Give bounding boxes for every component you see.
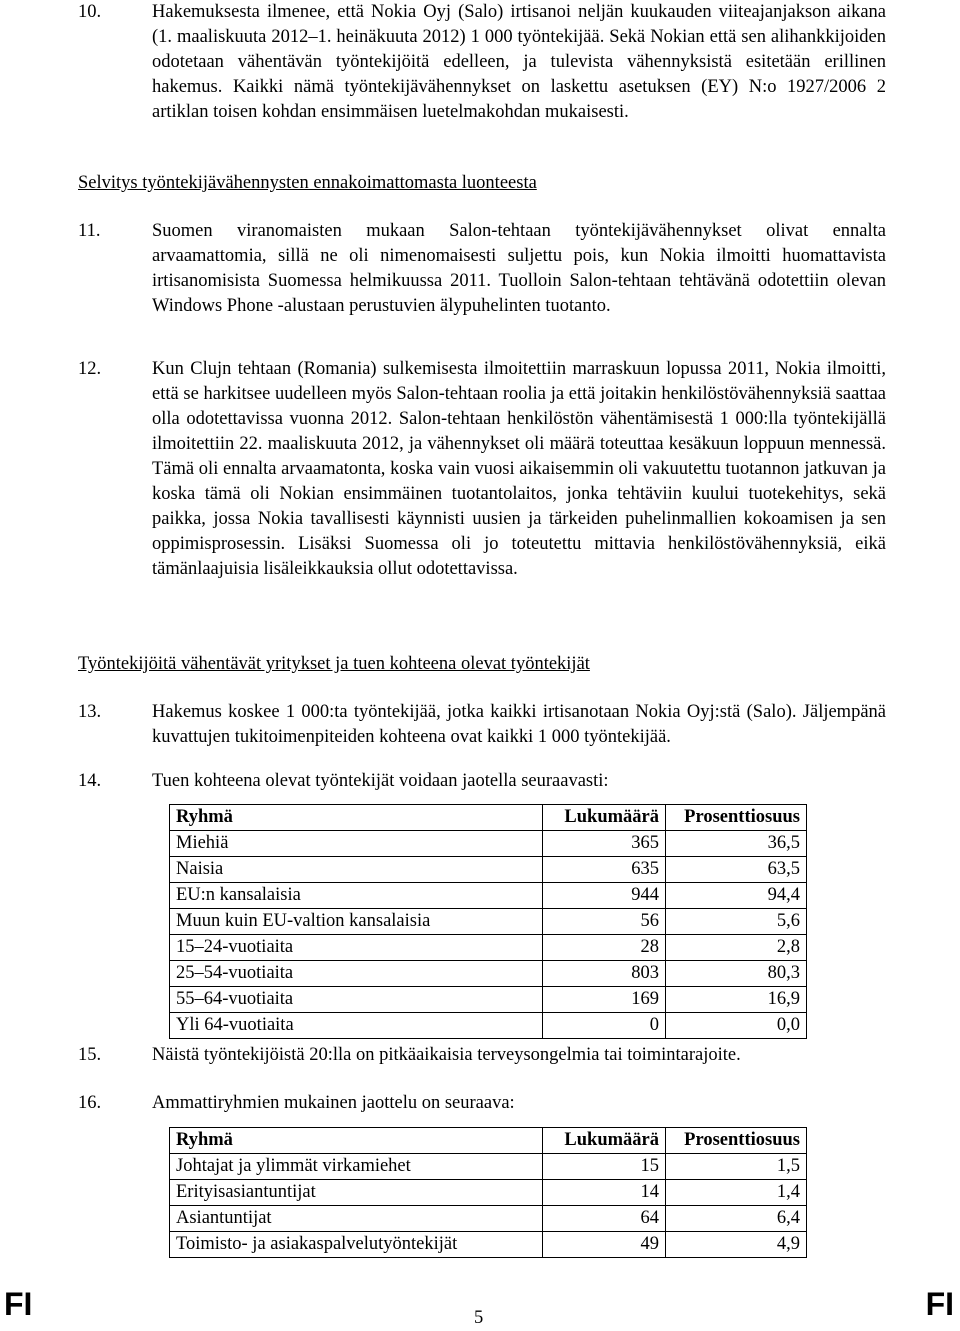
table-cell: 36,5 — [666, 831, 807, 857]
table-cell: 0,0 — [666, 1013, 807, 1039]
section-heading: Selvitys työntekijävähennysten ennakoimattomasta luonteesta — [78, 173, 537, 193]
paragraph-text: Hakemus koskee 1 000:ta työntekijää, jotka kaikki irtisanotaan Nokia Oyj:stä (Salo). Jäljempänä kuvattujen tukitoimenpiteiden kohteena ovat kaikki 1 000 työntekijää. — [152, 702, 886, 747]
table-row — [170, 831, 807, 857]
table-cell: 64 — [543, 1206, 666, 1232]
table-cell: Muun kuin EU-valtion kansalaisia — [170, 909, 543, 935]
table-cell: 5,6 — [666, 909, 807, 935]
occupation-breakdown-table — [169, 1127, 807, 1258]
table-cell: EU:n kansalaisia — [170, 883, 543, 909]
paragraph-number: 12. — [78, 359, 102, 379]
table-cell: Naisia — [170, 857, 543, 883]
paragraph-text: Suomen viranomaisten mukaan Salon-tehtaan työntekijävähennykset olivat ennalta arvaamattomia, sillä ne oli nimenomaisesti suljettu pois, kun Nokia ilmoitti huomattavista irtisanomisista Suomessa helmikuussa 2011. Tuolloin Salon-tehtaan tehtävänä odotettiin olevan Windows Phone -alustaan perustuvien älypuhelinten tuotanto. — [152, 221, 886, 316]
table-cell: 635 — [543, 857, 666, 883]
table-cell: 15 — [543, 1154, 666, 1180]
table-cell: 63,5 — [666, 857, 807, 883]
column-header: Ryhmä — [170, 1128, 543, 1154]
table-cell: Toimisto- ja asiakaspalvelutyöntekijät — [170, 1232, 543, 1258]
table-cell: Asiantuntijat — [170, 1206, 543, 1232]
table-cell: 25–54-vuotiaita — [170, 961, 543, 987]
table-row — [170, 857, 807, 883]
table-cell: 365 — [543, 831, 666, 857]
table-cell: 16,9 — [666, 987, 807, 1013]
footer-language-code-right: FI — [925, 1286, 954, 1322]
table-cell: 4,9 — [666, 1232, 807, 1258]
table-cell: Miehiä — [170, 831, 543, 857]
paragraph-text: Hakemuksesta ilmenee, että Nokia Oyj (Salo) irtisanoi neljän kuukauden viiteajanjakson aikana (1. maaliskuuta 2012–1. heinäkuuta 2012) 1 000 työntekijää. Sekä Nokian että sen alihankkijoiden odotetaan vähentävän työntekijöitä edelleen, ja tulevista vähennyksistä esitetään erillinen hakemus. Kaikki nämä työntekijävähennykset on laskettu asetuksen (EY) N:o 1927/2006 2 artiklan toisen kohdan ensimmäisen luetelmakohdan mukaisesti. — [152, 2, 886, 122]
table-cell: 944 — [543, 883, 666, 909]
column-header: Prosenttiosuus — [666, 805, 807, 831]
footer-language-code-left: FI — [4, 1286, 33, 1322]
section-heading: Työntekijöitä vähentävät yritykset ja tuen kohteena olevat työntekijät — [78, 654, 590, 674]
table-row — [170, 1206, 807, 1232]
paragraph-text: Kun Clujn tehtaan (Romania) sulkemisesta ilmoitettiin marraskuun lopussa 2011, Nokia ilmoitti, että se harkitsee uudelleen myös Salon-tehtaan roolia ja että joitakin henkilöstövähennyksiä saattaa olla odotettavissa vuonna 2012. Salon-tehtaan henkilöstön vähentämisestä 1 000:lla työntekijällä ilmoitettiin 22. maaliskuuta 2012, ja vähennykset oli määrä toteuttaa kesäkuun loppuun mennessä. Tämä oli ennalta arvaamatonta, koska vain vuosi aikaisemmin oli vakuutettu tuotannon jatkuvan ja koska tämä oli Nokian ensimmäinen tuotantolaitos, jonka tehtäviin kuului tuotekehitys, sekä paikka, jossa Nokia tavallisesti käynnisti uusien ja tärkeiden puhelinmallien kokoamisen ja sen oppimisprosessin. Lisäksi Suomessa oli jo toteutettu mittavia henkilöstövähennyksiä, eikä tämänlaajuisia lisäleikkauksia ollut odotettavissa. — [152, 359, 886, 579]
worker-breakdown-table — [169, 804, 807, 1039]
page-number: 5 — [474, 1308, 484, 1328]
column-header: Lukumäärä — [543, 1128, 666, 1154]
table-cell: 1,4 — [666, 1180, 807, 1206]
table-cell: 15–24-vuotiaita — [170, 935, 543, 961]
column-header: Prosenttiosuus — [666, 1128, 807, 1154]
table-row — [170, 1013, 807, 1039]
paragraph-number: 16. — [78, 1093, 102, 1113]
table-header-row — [170, 805, 807, 831]
table-cell: Yli 64-vuotiaita — [170, 1013, 543, 1039]
table-cell: 1,5 — [666, 1154, 807, 1180]
table-cell: 803 — [543, 961, 666, 987]
table-row — [170, 1232, 807, 1258]
table-cell: 56 — [543, 909, 666, 935]
paragraph-text: Tuen kohteena olevat työntekijät voidaan jaotella seuraavasti: — [152, 771, 609, 791]
table-row — [170, 961, 807, 987]
column-header: Ryhmä — [170, 805, 543, 831]
paragraph-10 — [78, 0, 886, 125]
paragraph-number: 14. — [78, 771, 102, 791]
table-cell: 55–64-vuotiaita — [170, 987, 543, 1013]
paragraph-14 — [78, 769, 886, 794]
table-row — [170, 935, 807, 961]
paragraph-15 — [78, 1043, 886, 1068]
table-cell: 14 — [543, 1180, 666, 1206]
table-cell: 6,4 — [666, 1206, 807, 1232]
table-cell: Erityisasiantuntijat — [170, 1180, 543, 1206]
paragraph-13 — [78, 700, 886, 750]
table-cell: 49 — [543, 1232, 666, 1258]
paragraph-text: Ammattiryhmien mukainen jaottelu on seuraava: — [152, 1093, 515, 1113]
table-row — [170, 909, 807, 935]
table-row — [170, 1180, 807, 1206]
table-cell: 169 — [543, 987, 666, 1013]
paragraph-number: 11. — [78, 221, 101, 241]
table-row — [170, 883, 807, 909]
table-cell: 28 — [543, 935, 666, 961]
paragraph-number: 10. — [78, 2, 102, 22]
table-cell: Johtajat ja ylimmät virkamiehet — [170, 1154, 543, 1180]
paragraph-number: 13. — [78, 702, 102, 722]
table-row — [170, 987, 807, 1013]
paragraph-number: 15. — [78, 1045, 102, 1065]
table-cell: 0 — [543, 1013, 666, 1039]
paragraph-16 — [78, 1091, 886, 1116]
paragraph-12 — [78, 357, 886, 582]
paragraph-11 — [78, 219, 886, 319]
column-header: Lukumäärä — [543, 805, 666, 831]
table-cell: 80,3 — [666, 961, 807, 987]
table-row — [170, 1154, 807, 1180]
table-cell: 94,4 — [666, 883, 807, 909]
table-cell: 2,8 — [666, 935, 807, 961]
table-header-row — [170, 1128, 807, 1154]
paragraph-text: Näistä työntekijöistä 20:lla on pitkäaikaisia terveysongelmia tai toimintarajoite. — [152, 1045, 741, 1065]
